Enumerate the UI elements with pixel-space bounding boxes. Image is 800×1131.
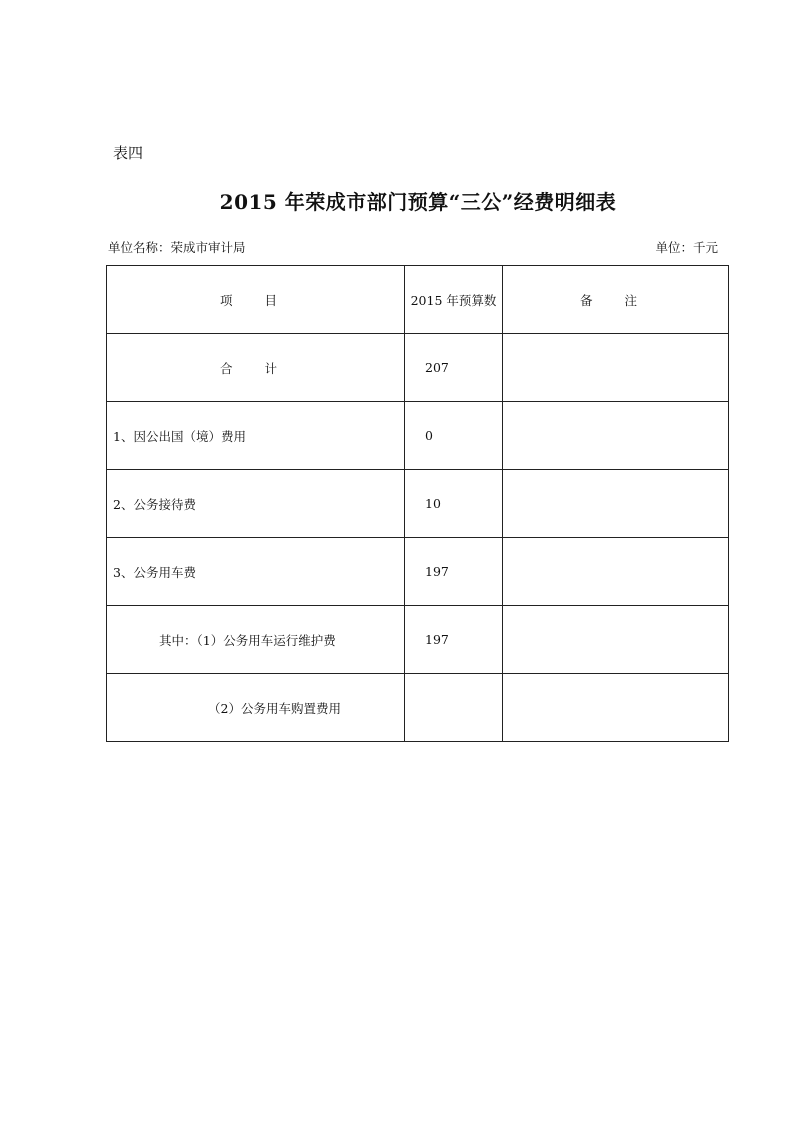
page-label: 表四 [113,144,144,162]
row-note [503,606,729,674]
row-item-text: 合 计 [220,360,291,376]
row-item [107,334,405,402]
budget-table [106,265,729,742]
row-amount: 207 [405,334,503,402]
row-item: （2）公务用车购置费用 [107,674,405,742]
unit-name: 单位名称：荣成市审计局 [108,240,246,255]
row-note [503,402,729,470]
row-item: 1、因公出国（境）费用 [107,402,405,470]
row-item: 3、公务用车费 [107,538,405,606]
document-title: 2015 年荣成市部门预算“三公”经费明细表 [219,190,617,214]
header-item [107,266,405,334]
row-note [503,674,729,742]
row-amount: 197 [405,606,503,674]
table-row [107,334,729,402]
table-row [107,674,729,742]
row-note [503,538,729,606]
header-note-text: 备 注 [580,292,651,308]
header-item-text: 项 目 [220,292,291,308]
row-amount: 0 [405,402,503,470]
row-amount [405,674,503,742]
table-row [107,606,729,674]
row-item: 其中：（1）公务用车运行维护费 [107,606,405,674]
table-row [107,470,729,538]
row-note [503,470,729,538]
row-note [503,334,729,402]
header-amount: 2015 年预算数 [405,266,503,334]
header-note [503,266,729,334]
table-row [107,402,729,470]
unit-measure: 单位：千元 [655,240,718,255]
row-amount: 10 [405,470,503,538]
row-amount: 197 [405,538,503,606]
row-item: 2、公务接待费 [107,470,405,538]
table-row [107,538,729,606]
table-header-row [107,266,729,334]
